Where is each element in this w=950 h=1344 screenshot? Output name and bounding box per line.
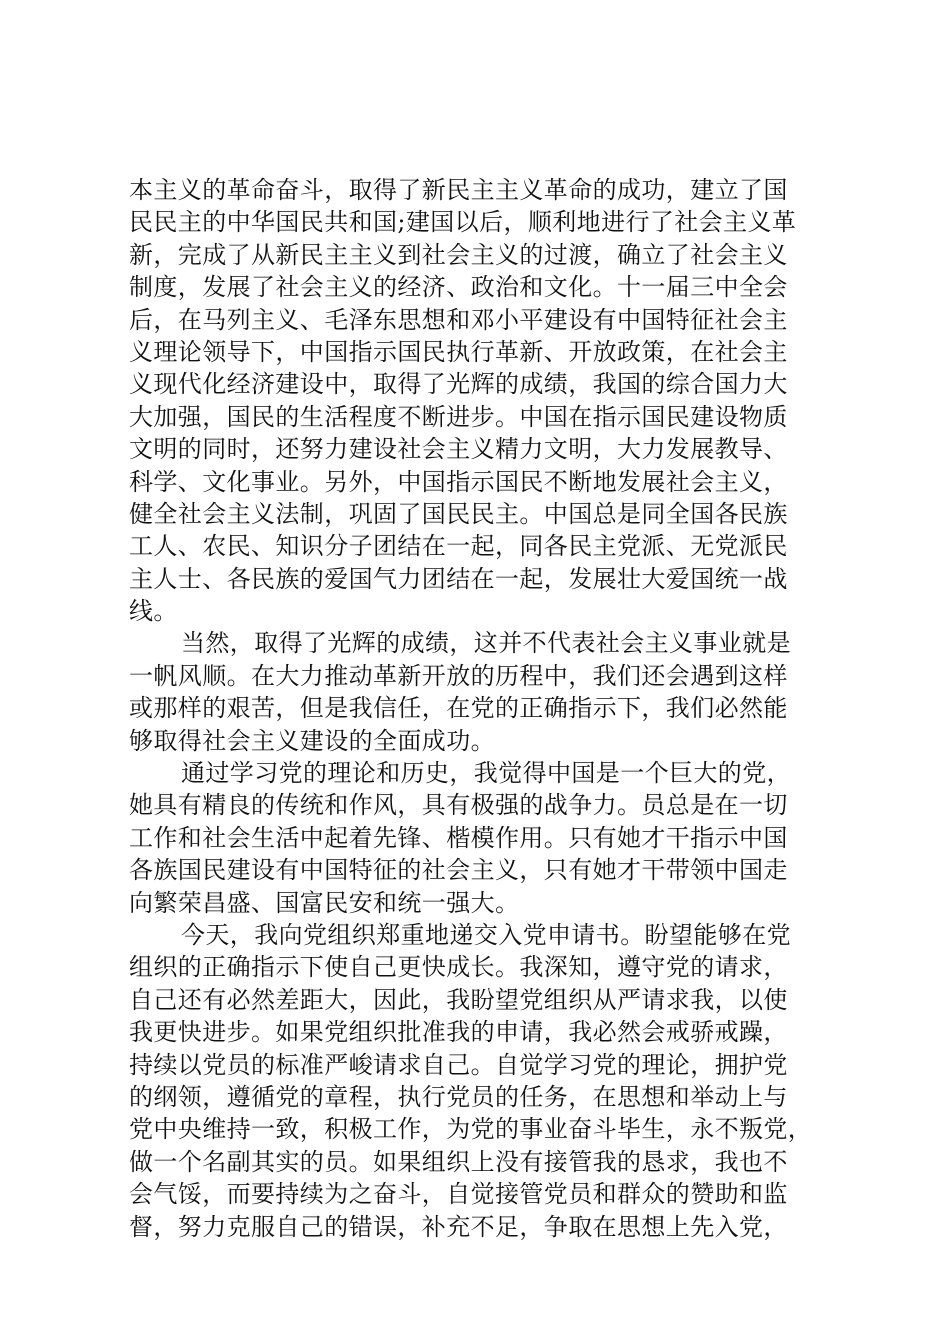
text-line: 或那样的艰苦，但是我信任，在党的正确指示下，我们必然能 — [129, 694, 788, 723]
text-line: 够取得社会主义建设的全面成功。 — [129, 726, 495, 755]
paragraph-first-line: 通过学习党的理论和历史，我觉得中国是一个巨大的党， — [181, 759, 791, 788]
paragraph-first-line: 今天，我向党组织郑重地递交入党申请书。盼望能够在党 — [181, 920, 791, 949]
text-line: 一帆风顺。在大力推动革新开放的历程中，我们还会遇到这样 — [129, 661, 788, 690]
text-line: 新，完成了从新民主主义到社会主义的过渡，确立了社会主义 — [129, 240, 788, 269]
text-line: 健全社会主义法制，巩固了国民民主。中国总是同全国各民族 — [129, 499, 788, 528]
text-line: 本主义的革命奋斗，取得了新民主主义革命的成功，建立了国 — [129, 176, 788, 204]
text-line: 各族国民建设有中国特征的社会主义，只有她才干带领中国走 — [129, 856, 788, 885]
text-line: 做一个名副其实的员。如果组织上没有接管我的恳求，我也不 — [129, 1147, 788, 1176]
text-line: 持续以党员的标准严峻请求自己。自觉学习党的理论，拥护党 — [129, 1050, 788, 1079]
text-line: 自己还有必然差距大，因此，我盼望党组织从严请求我，以使 — [129, 985, 788, 1014]
text-line: 工作和社会生活中起着先锋、楷模作用。只有她才干指示中国 — [129, 823, 788, 852]
text-line: 向繁荣昌盛、国富民安和统一强大。 — [129, 888, 520, 917]
text-line: 义现代化经济建设中，取得了光辉的成绩，我国的综合国力大 — [129, 370, 788, 399]
text-line: 民民主的中华国民共和国;建国以后，顺利地进行了社会主义革 — [129, 208, 797, 237]
text-line: 制度，发展了社会主义的经济、政治和文化。十一届三中全会 — [129, 273, 788, 302]
text-line: 后，在马列主义、毛泽东思想和邓小平建设有中国特征社会主 — [129, 305, 788, 334]
text-line: 会气馁，而要持续为之奋斗，自觉接管党员和群众的赞助和监 — [129, 1180, 788, 1209]
text-line: 线。 — [129, 597, 178, 626]
text-line: 科学、文化事业。另外，中国指示国民不断地发展社会主义， — [129, 467, 788, 496]
text-line: 督，努力克服自己的错误，补充不足，争取在思想上先入党， — [129, 1212, 788, 1241]
text-line: 组织的正确指示下使自己更快成长。我深知，遵守党的请求， — [129, 953, 788, 982]
text-line: 文明的同时，还努力建设社会主义精力文明，大力发展教导、 — [129, 435, 788, 464]
text-line: 义理论领导下，中国指示国民执行革新、开放政策，在社会主 — [129, 337, 788, 366]
text-line: 主人士、各民族的爱国气力团结在一起，发展壮大爱国统一战 — [129, 564, 788, 593]
paragraph-first-line: 当然，取得了光辉的成绩，这并不代表社会主义事业就是 — [181, 629, 791, 658]
text-line: 她具有精良的传统和作风，具有极强的战争力。员总是在一切 — [129, 791, 788, 820]
text-line: 党中央维持一致，积极工作，为党的事业奋斗毕生，永不叛党， — [129, 1115, 813, 1144]
body-text — [129, 174, 829, 1243]
text-line: 大加强，国民的生活程度不断进步。中国在指示国民建设物质 — [129, 402, 788, 431]
text-line: 的纲领，遵循党的章程，执行党员的任务，在思想和举动上与 — [129, 1082, 788, 1111]
text-line: 工人、农民、知识分子团结在一起，同各民主党派、无党派民 — [129, 532, 788, 561]
text-line: 我更快进步。如果党组织批准我的申请，我必然会戒骄戒躁， — [129, 1018, 788, 1047]
